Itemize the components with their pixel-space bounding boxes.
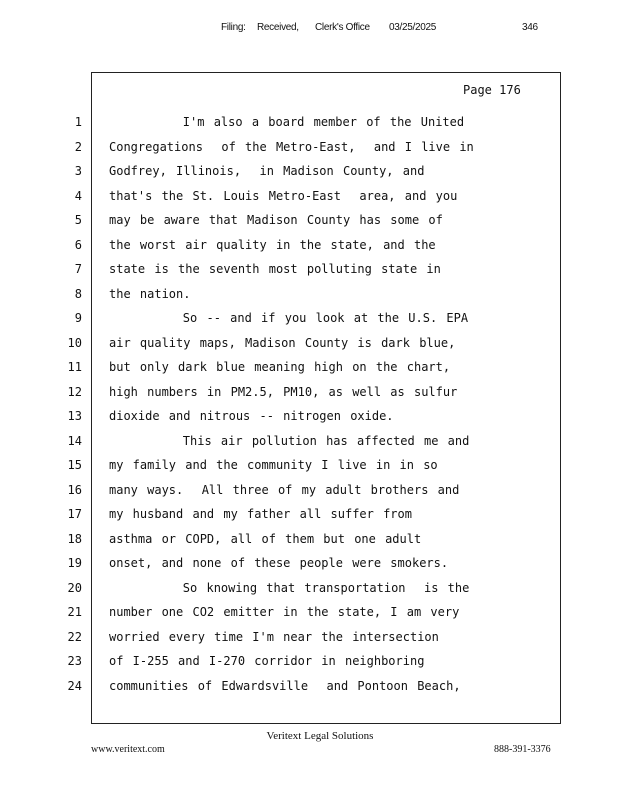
transcript-line [0, 259, 618, 284]
transcript-line [0, 161, 618, 186]
line-number: 17 [67, 507, 82, 521]
line-number: 22 [67, 629, 82, 644]
line-text: may be aware that Madison County has some of [109, 213, 443, 227]
line-number: 23 [67, 654, 82, 668]
transcript-line [0, 382, 618, 407]
line-number: 20 [67, 580, 82, 595]
transcript-line [0, 504, 618, 529]
transcript-line [0, 406, 618, 431]
line-number: 11 [67, 360, 82, 374]
line-number: 12 [67, 384, 82, 399]
transcript-line [0, 210, 618, 235]
transcript-line [0, 651, 618, 676]
line-text: of I-255 and I-270 corridor in neighboring [109, 654, 425, 668]
line-text: Godfrey, Illinois, in Madison County, and [109, 164, 425, 178]
line-text: Congregations of the Metro-East, and I live in [109, 139, 474, 154]
line-number: 3 [74, 164, 82, 178]
filing-label: Filing: [221, 22, 246, 33]
transcript-page-label: Page 176 [463, 83, 521, 97]
line-number: 5 [74, 213, 82, 227]
footer-company: Veritext Legal Solutions [266, 730, 374, 742]
line-text: So knowing that transportation is the [109, 580, 470, 595]
clerks-office-label: Clerk's Office [315, 22, 370, 33]
line-number: 15 [67, 458, 82, 472]
transcript-line [0, 112, 618, 137]
line-text: dioxide and nitrous -- nitrogen oxide. [109, 409, 394, 423]
transcript-line [0, 357, 618, 382]
transcript-line [0, 627, 618, 652]
line-number: 9 [74, 311, 82, 325]
footer-phone: 888-391-3376 [494, 744, 551, 755]
line-text: number one CO2 emitter in the state, I am very [109, 605, 460, 619]
line-number: 2 [74, 139, 82, 154]
line-text: This air pollution has affected me and [109, 433, 470, 448]
line-text: I'm also a board member of the United [109, 115, 465, 129]
line-number: 21 [67, 605, 82, 619]
transcript-line [0, 529, 618, 554]
line-number: 4 [74, 188, 82, 203]
line-text: that's the St. Louis Metro-East area, and you [109, 188, 458, 203]
line-number: 8 [74, 286, 82, 301]
line-text: So -- and if you look at the U.S. EPA [109, 311, 469, 325]
line-text: the nation. [109, 286, 191, 301]
line-number: 24 [67, 678, 82, 693]
transcript-line [0, 137, 618, 162]
line-number: 16 [67, 482, 82, 497]
transcript-line [0, 186, 618, 211]
line-number: 13 [67, 409, 82, 423]
line-text: onset, and none of these people were smokers. [109, 556, 449, 570]
line-text: asthma or COPD, all of them but one adult [109, 531, 422, 546]
line-text: the worst air quality in the state, and the [109, 237, 436, 252]
line-text: state is the seventh most polluting state in [109, 262, 441, 276]
transcript-line [0, 578, 618, 603]
filing-date: 03/25/2025 [389, 22, 437, 33]
line-number: 18 [67, 531, 82, 546]
line-text: my husband and my father all suffer from [109, 507, 412, 521]
line-text: worried every time I'm near the intersection [109, 629, 439, 644]
line-number: 1 [74, 115, 82, 129]
filing-header [0, 22, 618, 38]
line-number: 14 [67, 433, 82, 448]
transcript-line [0, 308, 618, 333]
transcript-line [0, 431, 618, 456]
line-text: high numbers in PM2.5, PM10, as well as sulfur [109, 384, 458, 399]
transcript-line [0, 480, 618, 505]
line-text: communities of Edwardsville and Pontoon Beach, [109, 678, 461, 693]
transcript-line [0, 333, 618, 358]
transcript-line [0, 553, 618, 578]
line-text: but only dark blue meaning high on the chart, [109, 360, 451, 374]
transcript-line [0, 602, 618, 627]
line-number: 10 [67, 335, 82, 350]
line-text: my family and the community I live in in so [109, 458, 438, 472]
footer-website: www.veritext.com [91, 744, 165, 755]
line-number: 6 [74, 237, 82, 252]
line-number: 7 [74, 262, 82, 276]
transcript-line [0, 455, 618, 480]
received-label: Received, [257, 22, 299, 33]
transcript-line [0, 235, 618, 260]
transcript-line [0, 676, 618, 701]
filing-page-number: 346 [522, 22, 538, 33]
line-text: air quality maps, Madison County is dark blue, [109, 335, 456, 350]
transcript-line [0, 284, 618, 309]
line-text: many ways. All three of my adult brothers and [109, 482, 460, 497]
line-number: 19 [67, 556, 82, 570]
